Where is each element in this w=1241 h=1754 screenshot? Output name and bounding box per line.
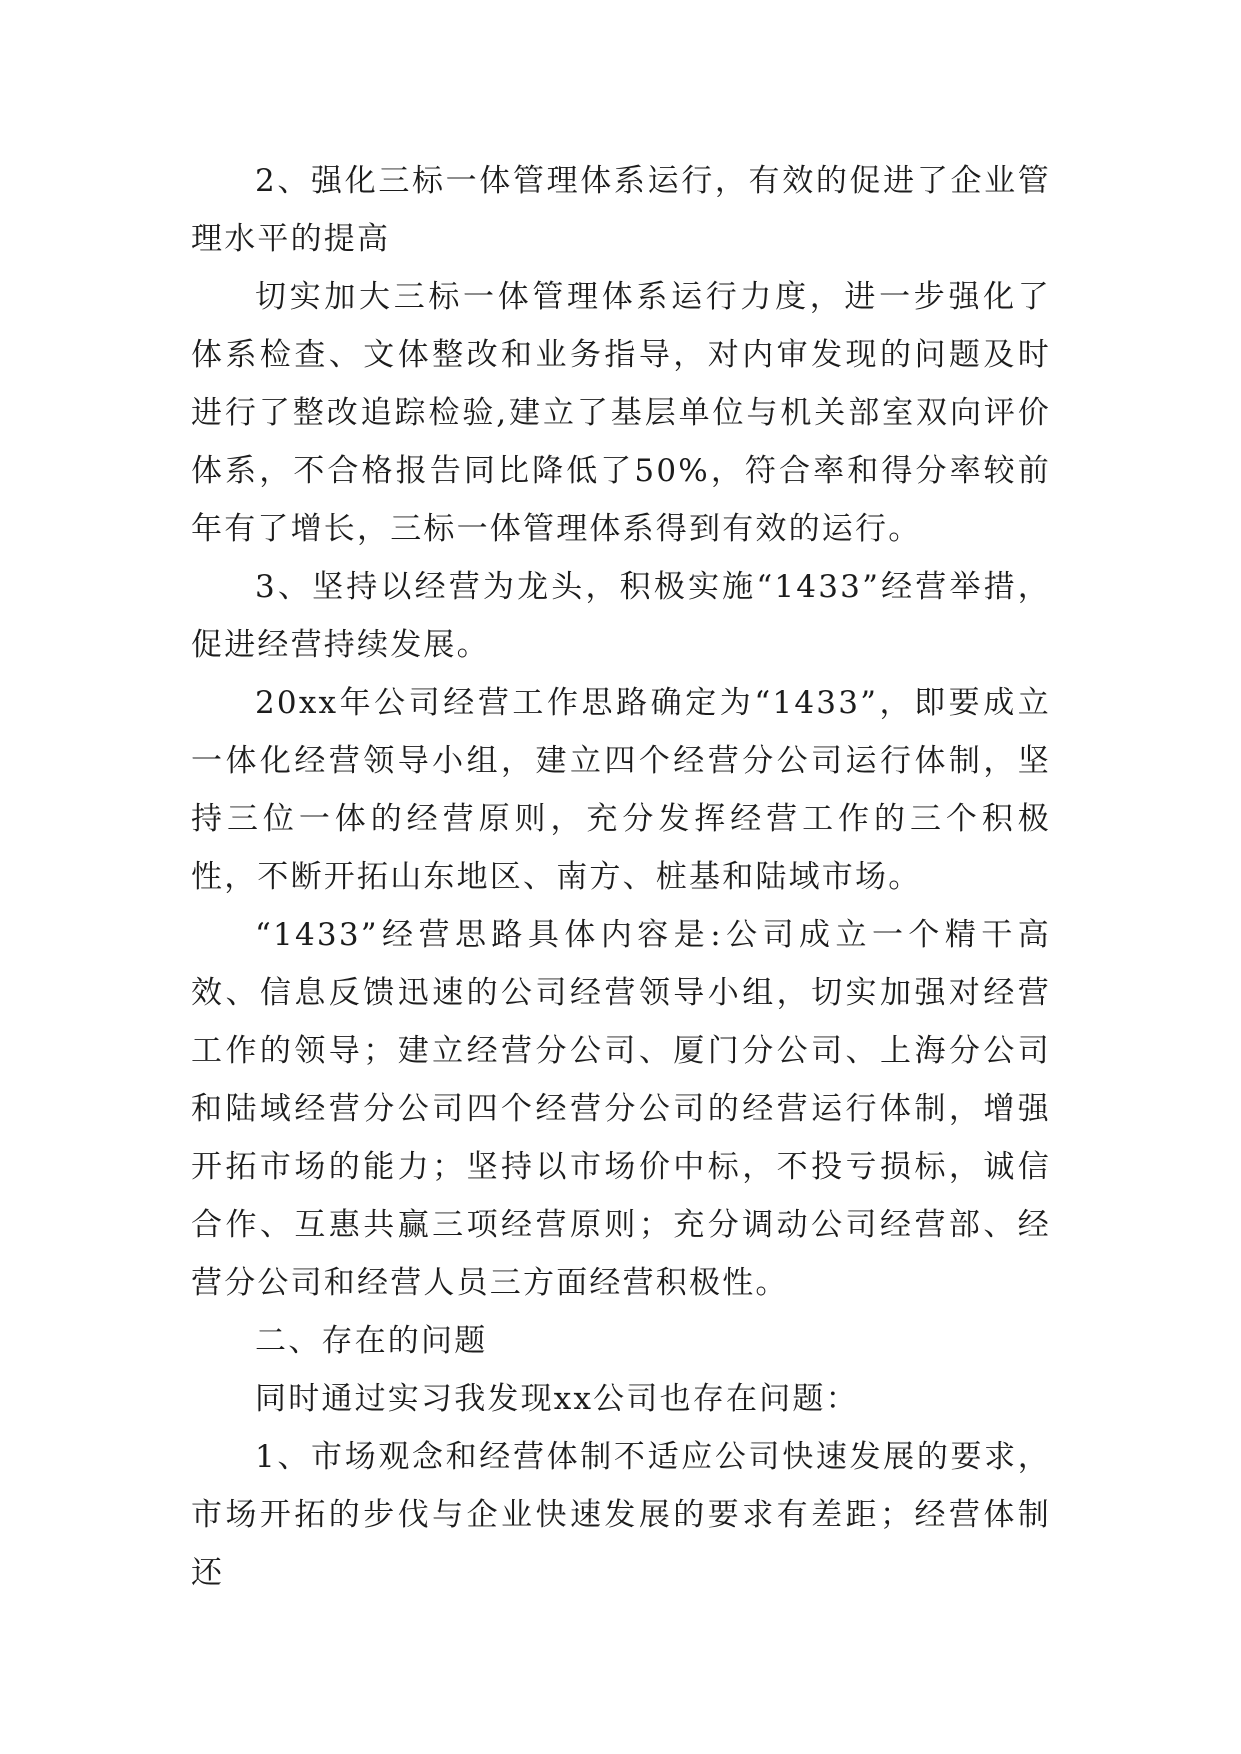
paragraph-problems-intro: 同时通过实习我发现xx公司也存在问题： <box>255 1381 859 1417</box>
paragraph-management-system: 切实加大三标一体管理体系运行力度，进一步强化了体系检查、文体整改和业务指导，对内审发现的问题及时进行了整改追踪检验,建立了基层单位与机关部室双向评价体系，不合格报告同比降低了50%，符合率和得分率较前年有了增长，三标一体管理体系得到有效的运行。 <box>191 279 1051 547</box>
paragraph-1433-details: “1433”经营思路具体内容是:公司成立一个精干高效、信息反馈迅速的公司经营领导小组，切实加强对经营工作的领导；建立经营分公司、厦门分公司、上海分公司和陆域经营分公司四个经营分公司的经营运行体制，增强开拓市场的能力；坚持以市场价中标，不投亏损标，诚信合作、互惠共赢三项经营原则；充分调动公司经营部、经营分公司和经营人员三方面经营积极性。 <box>191 917 1051 1301</box>
paragraph-heading-2: 2、强化三标一体管理体系运行，有效的促进了企业管理水平的提高 <box>191 163 1051 257</box>
paragraph-business-plan: 20xx年公司经营工作思路确定为“1433”，即要成立一体化经营领导小组，建立四个经营分公司运行体制，坚持三位一体的经营原则，充分发挥经营工作的三个积极性，不断开拓山东地区、南方、桩基和陆域市场。 <box>191 685 1051 895</box>
document-body <box>191 152 1051 1602</box>
paragraph-heading-3: 3、坚持以经营为龙头，积极实施“1433”经营举措，促进经营持续发展。 <box>191 569 1051 663</box>
section-heading-problems: 二、存在的问题 <box>255 1323 488 1359</box>
paragraph-problem-1: 1、市场观念和经营体制不适应公司快速发展的要求，市场开拓的步伐与企业快速发展的要求有差距；经营体制还 <box>191 1439 1051 1591</box>
